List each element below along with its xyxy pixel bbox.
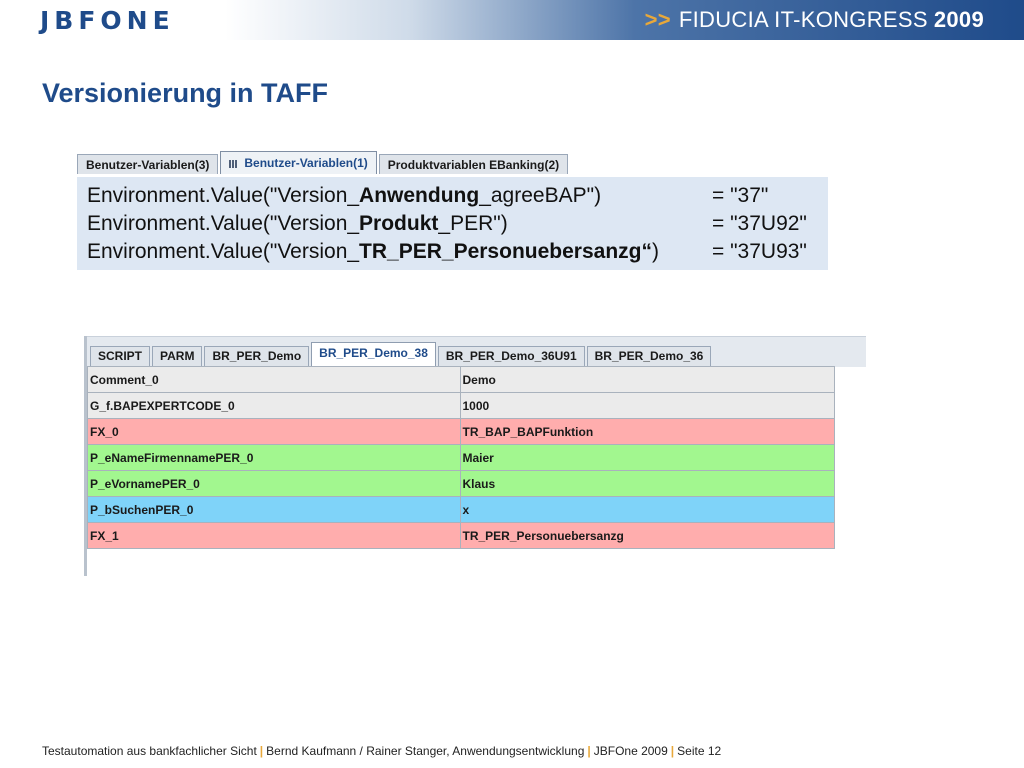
table-row [88,523,835,549]
tab-parm[interactable]: PARM [152,346,202,366]
variable-value-tr-per: = "37U93" [712,240,807,263]
table-cell-name[interactable]: Comment_0 [88,367,461,393]
footer-page-number: Seite 12 [677,744,722,758]
table-cell-value[interactable]: Maier [460,445,835,471]
tab-script[interactable]: SCRIPT [90,346,150,366]
variable-value-anwendung: = "37" [712,184,769,207]
table-cell-value[interactable]: x [460,497,835,523]
header-band [0,0,1024,40]
table-cell-value[interactable]: TR_PER_Personuebersanzg [460,523,835,549]
tab-br-per-demo[interactable]: BR_PER_Demo [204,346,309,366]
table-row [88,497,835,523]
variable-value-produkt: = "37U92" [712,212,807,235]
variables-tab-strip [77,150,570,174]
footer [42,744,721,758]
tab-benutzer-variablen-1[interactable] [220,151,376,174]
table-row [88,367,835,393]
footer-authors: Bernd Kaufmann / Rainer Stanger, Anwendungsentwicklung [266,744,585,758]
table-cell-name[interactable]: P_eVornamePER_0 [88,471,461,497]
double-arrow-icon: >> [644,7,671,32]
tab-br-per-demo-36u91[interactable]: BR_PER_Demo_36U91 [438,346,585,366]
page-title: Versionierung in TAFF [42,78,329,108]
footer-separator: | [259,744,264,758]
table-cell-value[interactable]: TR_BAP_BAPFunktion [460,419,835,445]
table-cell-name[interactable]: G_f.BAPEXPERTCODE_0 [88,393,461,419]
parameter-table [87,366,835,549]
table-cell-value[interactable]: Demo [460,367,835,393]
tab-label: Benutzer-Variablen(1) [244,156,368,170]
footer-separator: | [670,744,675,758]
table-cell-name[interactable]: FX_1 [88,523,461,549]
footer-event: JBFOne 2009 [593,744,668,758]
tab-produktvariablen-ebanking[interactable]: Produktvariablen EBanking(2) [379,154,568,174]
tab-benutzer-variablen-3[interactable]: Benutzer-Variablen(3) [77,154,218,174]
table-grid-icon [229,160,238,168]
table-row [88,419,835,445]
table-row [88,471,835,497]
jbfone-logo: JBFONE [40,6,175,35]
data-table-window [84,336,866,576]
footer-topic: Testautomation aus bankfachlicher Sicht [42,744,257,758]
table-cell-name[interactable]: P_eNameFirmennamePER_0 [88,445,461,471]
footer-separator: | [587,744,591,758]
table-cell-name[interactable]: P_bSuchenPER_0 [88,497,461,523]
variable-line-tr-per: Environment.Value("Version_TR_PER_Personuebersanzg“) [87,240,659,263]
table-cell-name[interactable]: FX_0 [88,419,461,445]
variables-panel [77,177,828,270]
variable-line-produkt: Environment.Value("Version_Produkt_PER") [87,212,508,235]
congress-name: FIDUCIA IT-KONGRESS [678,7,928,32]
congress-title [645,7,984,33]
table-cell-value[interactable]: Klaus [460,471,835,497]
sheet-tab-strip [90,342,713,366]
table-row [88,393,835,419]
congress-year: 2009 [933,7,984,32]
table-row [88,445,835,471]
tab-br-per-demo-36[interactable]: BR_PER_Demo_36 [587,346,712,366]
variable-line-anwendung: Environment.Value("Version_Anwendung_agreeBAP") [87,184,602,207]
tab-br-per-demo-38[interactable]: BR_PER_Demo_38 [311,342,436,366]
table-cell-value[interactable]: 1000 [460,393,835,419]
